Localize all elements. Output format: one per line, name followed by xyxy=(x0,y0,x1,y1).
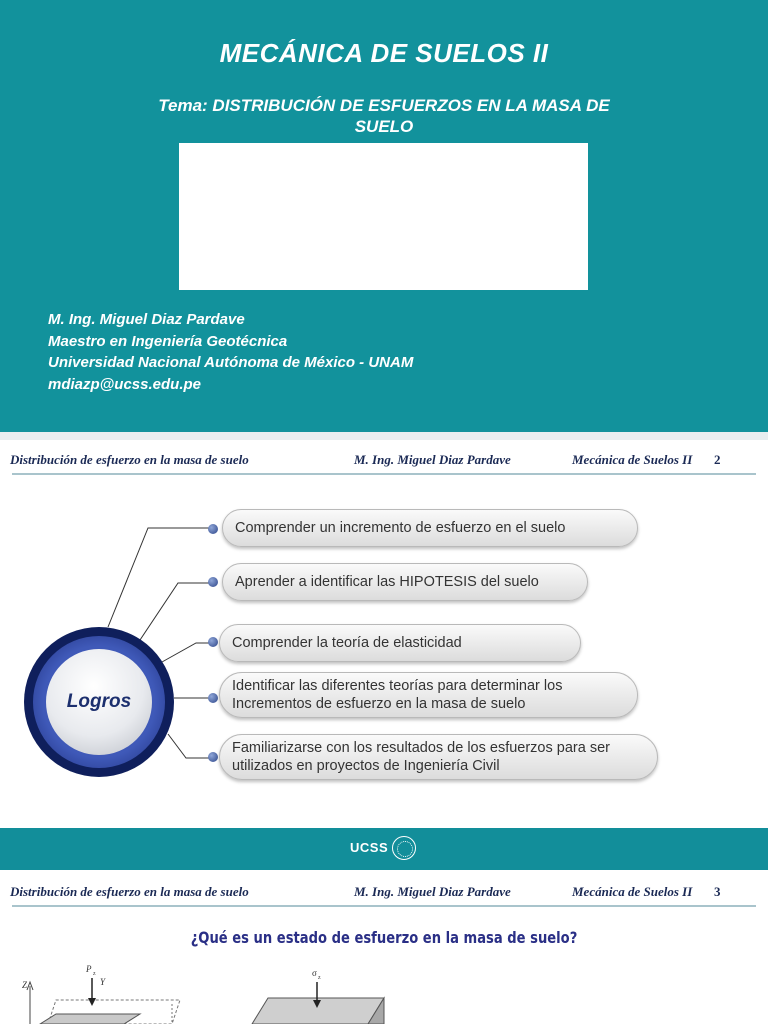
objectives-slide xyxy=(0,440,768,828)
header-course: Mecánica de Suelos II xyxy=(572,452,693,467)
stress-state-slide xyxy=(0,870,768,1024)
slide-separator xyxy=(0,432,768,440)
author-university: Universidad Nacional Autónoma de México - UNAM xyxy=(48,354,414,371)
connector-2 xyxy=(140,583,213,640)
author-degree: Maestro en Ingeniería Geotécnica xyxy=(48,332,288,350)
sigma-label: σ xyxy=(312,968,317,978)
course-title: MECÁNICA DE SUELOS II xyxy=(219,38,549,68)
sigma-subscript: z xyxy=(318,975,321,981)
ucss-footer-bar xyxy=(0,828,768,870)
ucss-seal-icon xyxy=(392,836,416,860)
connector-1 xyxy=(108,528,213,627)
objective-item-2: Aprender a identificar las HIPOTESIS del suelo xyxy=(222,563,588,601)
title-slide xyxy=(0,0,768,432)
bullet-dot-1 xyxy=(208,524,218,534)
author-name: M. Ing. Miguel Diaz Pardave xyxy=(48,311,245,328)
header-topic: Distribución de esfuerzo en la masa de suelo xyxy=(10,884,249,899)
header-divider xyxy=(12,905,756,907)
z-axis-label: Z xyxy=(22,980,28,990)
load-subscript: z xyxy=(93,971,96,977)
objective-item-1: Comprender un incremento de esfuerzo en el suelo xyxy=(222,509,638,547)
objective-item-5: Familiarizarse con los resultados de los esfuerzos para ser utilizados en proyectos de Ingeniería Civil xyxy=(219,734,658,780)
logros-hub-label: Logros xyxy=(46,649,152,755)
topic-subtitle-line-1: Tema: DISTRIBUCIÓN DE ESFUERZOS EN LA MASA DE xyxy=(158,96,610,115)
bullet-dot-3 xyxy=(208,637,218,647)
bullet-dot-4 xyxy=(208,693,218,703)
topic-subtitle xyxy=(120,95,648,137)
connector-3 xyxy=(162,643,213,662)
connector-5 xyxy=(168,734,213,758)
blank-image-placeholder xyxy=(179,143,588,290)
header-author: M. Ing. Miguel Diaz Pardave xyxy=(354,884,511,899)
stress-diagrams xyxy=(0,960,768,1024)
page-number: 2 xyxy=(714,452,721,467)
page-number: 3 xyxy=(714,884,721,899)
load-label: P xyxy=(86,964,92,974)
bullet-dot-5 xyxy=(208,752,218,762)
vertical-stress-diagram xyxy=(252,968,384,1024)
header-course: Mecánica de Suelos II xyxy=(572,884,693,899)
objective-item-3: Comprender la teoría de elasticidad xyxy=(219,624,581,662)
bullet-dot-2 xyxy=(208,577,218,587)
author-email: mdiazp@ucss.edu.pe xyxy=(48,375,201,393)
point-load-diagram xyxy=(22,964,180,1024)
y-axis-label: Y xyxy=(100,977,106,987)
topic-subtitle-line-2: SUELO xyxy=(354,117,414,136)
slide-question: ¿Qué es un estado de esfuerzo en la masa de suelo? xyxy=(190,928,578,947)
soil-element xyxy=(40,1014,140,1024)
header-author: M. Ing. Miguel Diaz Pardave xyxy=(354,452,511,467)
ucss-logo-text: UCSS xyxy=(350,840,389,855)
load-arrowhead xyxy=(88,998,96,1006)
author-block xyxy=(48,309,413,395)
objective-item-4: Identificar las diferentes teorías para determinar los Incrementos de esfuerzo en la masa de suelo xyxy=(219,672,638,718)
header-topic: Distribución de esfuerzo en la masa de suelo xyxy=(10,452,249,467)
